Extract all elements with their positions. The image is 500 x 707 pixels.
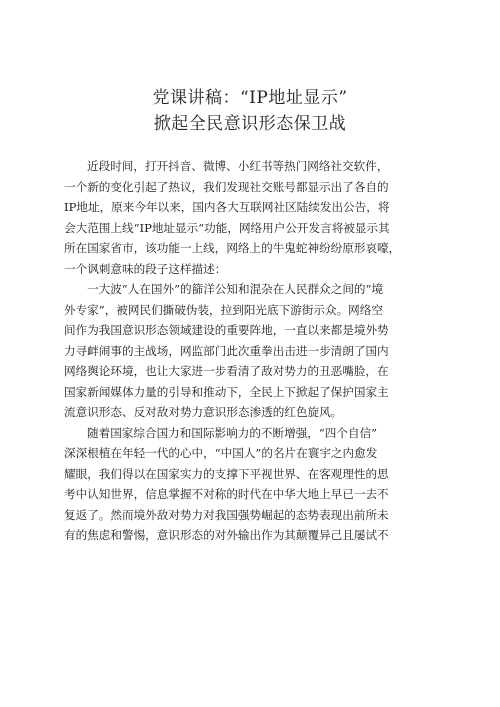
body-line: 外专家”，被网民们撕破伪装，拉到阳光底下游街示众。网络空: [64, 302, 383, 317]
body-line: 考中认知世界，信息掌握不对称的时代在中华大地上早已一去不: [64, 487, 389, 501]
body-line: 耀眼，我们得以在国家实力的支撑下平视世界、在客观理性的思: [64, 466, 389, 481]
title-block: [0, 85, 500, 137]
body-line: 间作为我国意识形态领域建设的重要阵地，一直以来都是境外势: [64, 323, 389, 337]
body-line: 一个新的变化引起了热议，我们发现社交账号都显示出了各自的: [64, 179, 389, 194]
body-line: 近段时间，打开抖音、微博、小红书等热门网络社交软件，: [87, 159, 389, 173]
body-line: 所在国家省市，该功能一上线，网络上的牛鬼蛇神纷纷原形哀嚎，: [64, 241, 401, 255]
body-text: [64, 156, 440, 546]
body-line: 一大波“人在国外”的篩洋公知和混杂在人民群众之间的“境: [87, 282, 384, 296]
body-line: 复返了。然而境外敌对势力对我国强势崛起的态势表现出前所未: [64, 507, 389, 522]
body-line: 国家新闻媒体力量的引导和推动下，全民上下掀起了保护国家主: [64, 384, 389, 399]
body-line: 有的焦虑和警惕，意识形态的对外输出作为其颠覆异己且屡试不: [64, 528, 389, 542]
body-line: 深深根植在年轻一代的心中，“中国人”的名片在寰宇之内愈发: [64, 446, 378, 460]
body-line: 流意识形态、反对敌对势力意识形态渗透的红色旋风。: [64, 405, 343, 419]
body-line: IP地址，原来今年以来，国内各大互联网社区陆续发出公告，将: [64, 200, 390, 214]
body-line: 网络舆论环境，也让大家进一步看清了敌对势力的丑恶嘴脸，在: [64, 364, 389, 378]
page-title-line-2: 掀起全民意识形态保卫战: [153, 114, 347, 134]
page-title-line-1: 党课讲稿：“IP地址显示”: [152, 88, 348, 108]
body-line: 一个讽刺意味的段子这样描述：: [64, 261, 227, 276]
body-line: 随着国家综合国力和国际影响力的不断增强，“四个自信”: [87, 425, 378, 440]
body-line: 力寻衅闹事的主战场，网监部门此次重拳出击进一步清朗了国内: [64, 343, 389, 358]
body-line: 会大范围上线“IP地址显示“功能，网络用户公开发言将被显示其: [64, 220, 390, 235]
